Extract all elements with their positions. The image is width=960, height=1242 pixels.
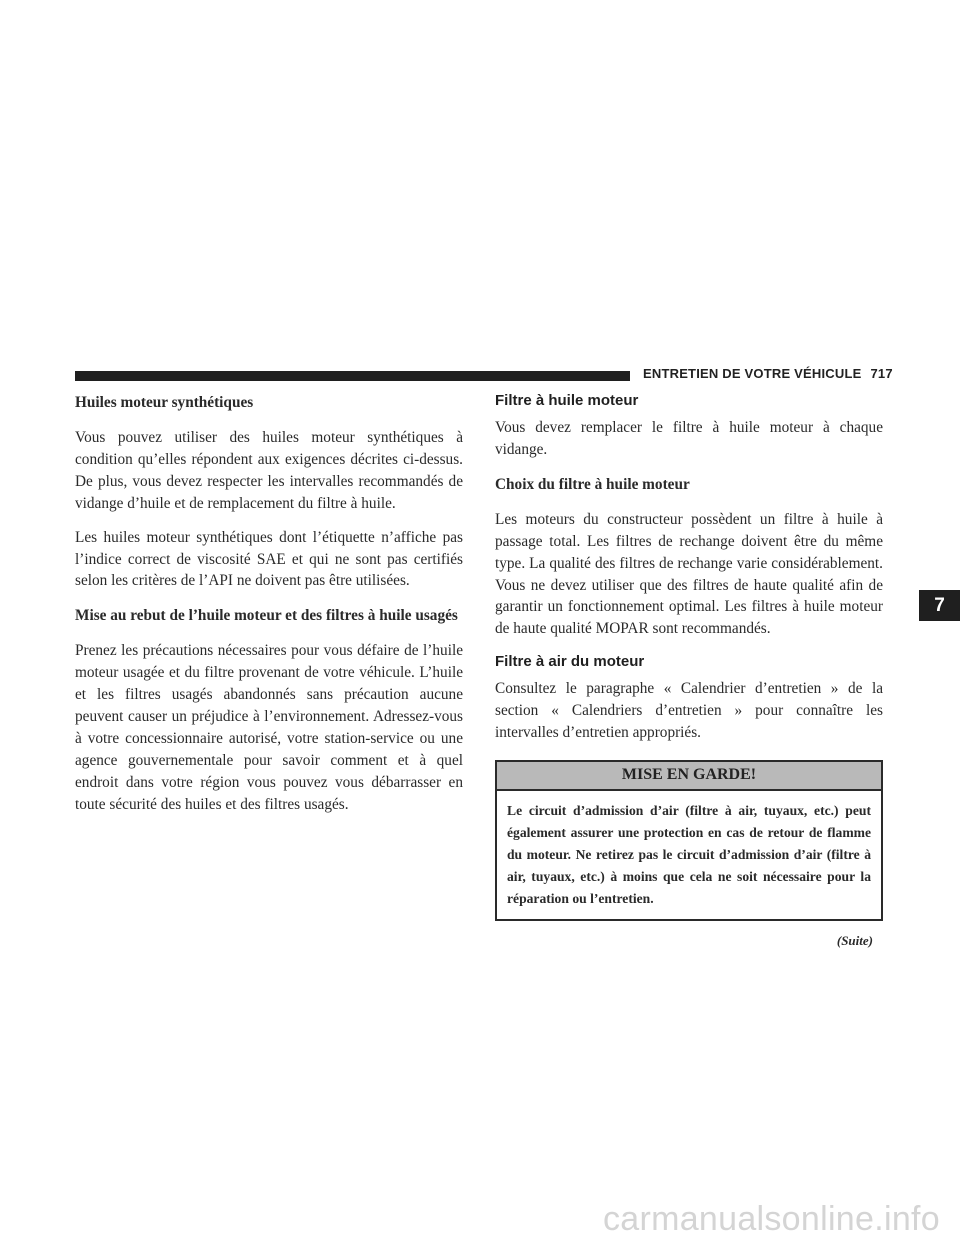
paragraph-synthetic-oils-1: Vous pouvez utiliser des huiles moteur synthétiques à condition qu’elles répondent aux exigences décrites ci-dessus. De plus, vous devez respecter les intervalles recommandés de vidange d’huile et de remplacement du filtre à huile. — [75, 429, 463, 512]
paragraph-synthetic-oils-2: Les huiles moteur synthétiques dont l’étiquette n’affiche pas l’indice correct de viscosité SAE et qui ne sont pas certifiés selon les critères de l’API ne doivent pas être utilisées. — [75, 528, 463, 590]
header-rule — [75, 371, 630, 381]
left-column — [75, 391, 463, 828]
section-air-filter: Filtre à air du moteur — [495, 653, 645, 671]
section-title: ENTRETIEN DE VOTRE VÉHICULE — [643, 366, 862, 381]
heading-oil-disposal: Mise au rebut de l’huile moteur et des filtres à huile usagés — [75, 607, 458, 625]
section-oil-filter: Filtre à huile moteur — [495, 392, 639, 409]
heading-synthetic-oils: Huiles moteur synthétiques — [75, 394, 254, 411]
paragraph-oil-disposal: Prenez les précautions nécessaires pour vous défaire de l’huile moteur usagée et du filtre provenant de votre véhicule. L’huile et les filtres usagés abandonnés sans précaution aucune peuvent causer un préjudice à l’environnement. Adressez-vous à votre concessionnaire autorisé, votre station-service ou une agence gouvernementale pour savoir comment et à quel endroit dans votre région vous pouvez vous débarrasser en toute sécurité des huiles et des filtres usagés. — [75, 642, 463, 813]
page-number: 717 — [870, 366, 893, 381]
warning-text: Le circuit d’admission d’air (filtre à air, tuyaux, etc.) peut également assurer une protection en cas de retour de flamme du moteur. Ne retirez pas le circuit d’admission d’air (filtre à air, tuyaux, etc.) à moins que cela ne soit nécessaire pour la réparation ou l’entretien. — [507, 802, 871, 906]
right-column — [495, 391, 883, 949]
paragraph-filter-choice: Les moteurs du constructeur possèdent un filtre à huile à passage total. Les filtres de rechange doivent être du même type. La qualité des filtres de rechange varie considérablement. Vous ne devez utiliser que des filtres de haute qualité afin de garantir un fonctionnement optimal. Les filtres à huile moteur de haute qualité MOPAR sont recommandés. — [495, 510, 883, 638]
chapter-tab: 7 — [919, 590, 960, 621]
warning-title: MISE EN GARDE! — [497, 762, 881, 791]
heading-filter-choice: Choix du filtre à huile moteur — [495, 475, 690, 493]
paragraph-oil-filter: Vous devez remplacer le filtre à huile moteur à chaque vidange. — [495, 419, 883, 458]
watermark-logo: carmanualsonline.info — [602, 1200, 940, 1238]
continued-label: (Suite) — [836, 932, 873, 948]
warning-box — [495, 760, 883, 921]
paragraph-air-filter: Consultez le paragraphe « Calendrier d’entretien » de la section « Calendriers d’entretien » pour connaître les intervalles d’entretien appropriés. — [495, 680, 883, 742]
running-header — [643, 366, 893, 386]
